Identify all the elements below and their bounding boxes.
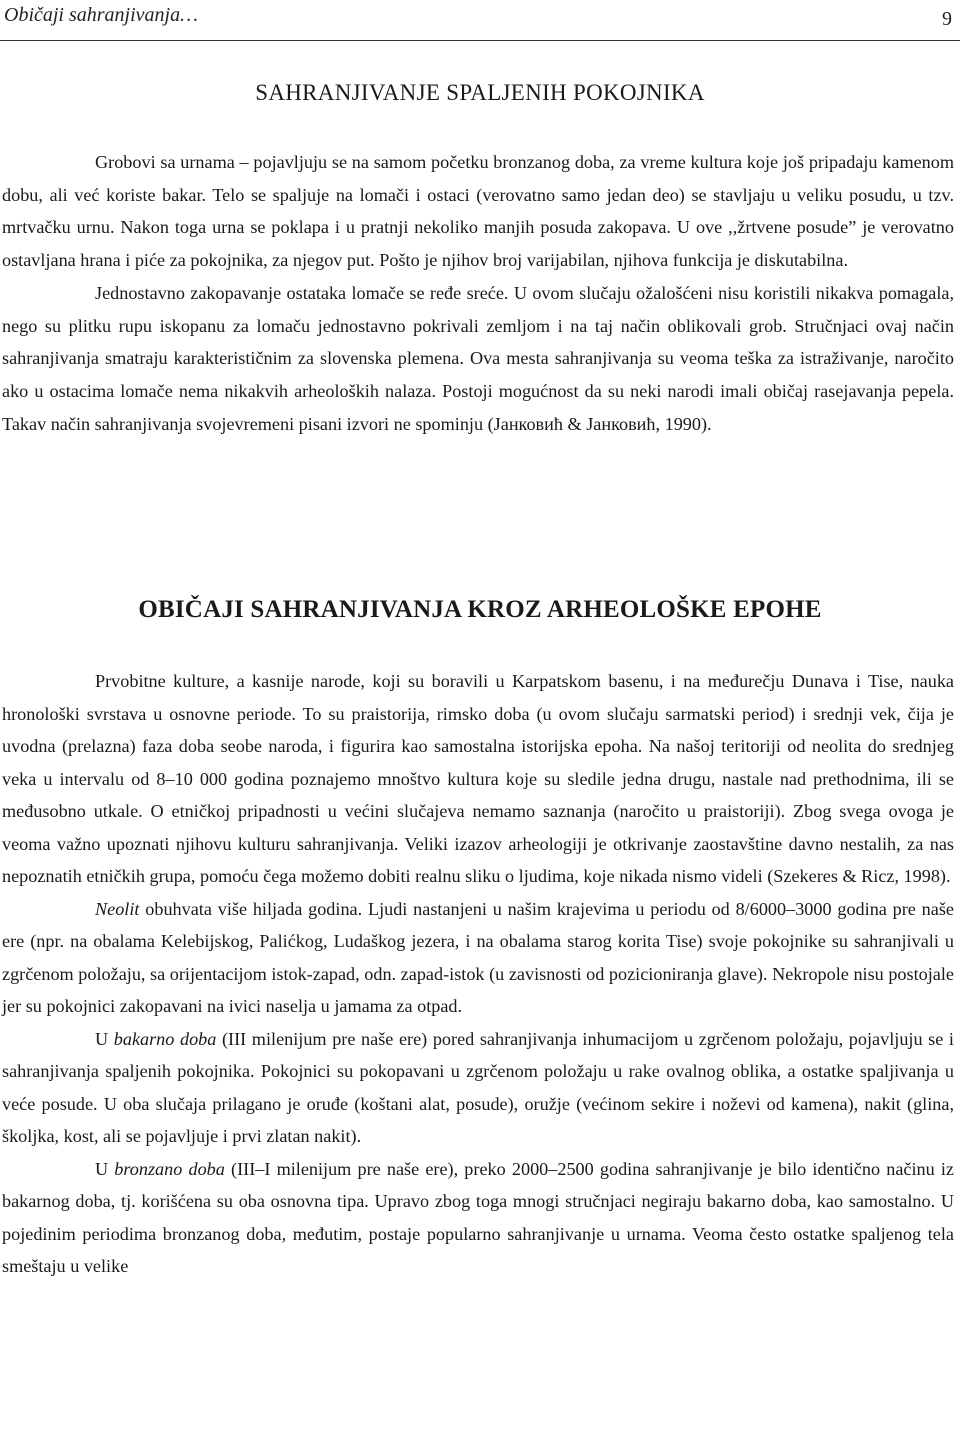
paragraph-text: obuhvata više hiljada godina. Ljudi nastanjeni u našim krajevima u periodu od 8/6000–3000 godina pre naše ere (npr. na obalama Kelebijskog, Palićkog, Ludaškog jezera, i na obalama starog korita Tise) svoje pokojnike su sahranjivali u zgrčenom položaju, sa orijentacijom istok-zapad, odn. zapad-istok (u zavisnosti od pozicioniranja glave). Nekropole nisu postojale jer su pokojnici zakopavani na ivici naselja u jamama za otpad.	[2, 898, 954, 1016]
paragraph-text: (III milenijum pre naše ere) pored sahranjivanja inhumacijom u zgrčenom položaju, pojavljuju se i sahranjivanja spaljenih pokojnika. Pokojnici su pokopavani u zgrčenom položaju u rake ovalnog oblika, a ostatke spaljivanja u veće posude. U oba slučaja prilagano je oruđe (koštani alat, posude), oružje (većinom sekire i noževi od kamena), nakit (glina, školjka, kost, ali se pojavljuje i prvi zlatan nakit).	[2, 1028, 954, 1146]
page-number: 9	[942, 8, 952, 30]
term-neolit: Neolit	[95, 898, 140, 919]
paragraph: Grobovi sa urnama – pojavljuju se na samom početku bronzanog doba, za vreme kultura koje još pripadaju kamenom dobu, ali već koriste bakar. Telo se spaljuje na lomači i ostaci (verovatno samo jedan deo) se stavljaju u veliku posudu, u tzv. mrtvačku urnu. Nakon toga urna se poklapa i u pratnji nekoliko manjih posuda zakopava. U ove ,,žrtvene posude” je verovatno ostavljana hrana i piće za pokojnika, za njegov put. Pošto je njihov broj varijabilan, njihova funkcija je diskutabilna.	[2, 152, 954, 271]
paragraph: Prvobitne kulture, a kasnije narode, koji su boravili u Karpatskom basenu, i na međurečju Dunava i Tise, nauka hronološki svrstava u osnovne periode. To su praistorija, rimsko doba (u ovom slučaju sarmatski period) i srednji vek, čija je uvodna (prelazna) faza doba seobe naroda, i figurira kao samostalna istorijska epoha. Na našoj teritoriji od neolita do srednjeg veka u intervalu od 8–10 000 godina poznajemo mnoštvo kultura koje su sledile jedna drugu, nastale nad prethodnima, ili se međusobno utkale. O etničkoj pripadnosti u većini slučajeva nemamo saznanja (naročito u praistoriji). Zbog svega ovoga je veoma važno upoznati njihovu kulturu sahranjivanja. Veliki izazov arheologiji je otkrivanje zaostavštine davno nestalih, za nas nepoznatih etničkih grupa, pomoću čega možemo dobiti realnu sliku o ljudima, koje nikada nismo videli (Szekeres & Ricz, 1998).	[2, 671, 954, 886]
running-title: Običaji sahranjivanja…	[4, 4, 198, 26]
paragraph	[2, 893, 954, 1023]
paragraph-text: (III–I milenijum pre naše ere), preko 2000–2500 godina sahranjivanje je bilo identično načinu iz bakarnog doba, tj. korišćena su oba osnovna tipa. Upravo zbog toga mnogi stručnjaci negiraju bakarno doba, kao samostalno. U pojedinim periodima bronzanog doba, međutim, postaje popularno sahranjivanje u urnama. Veoma često ostatke spaljenog tela smeštaju u velike	[2, 1158, 954, 1276]
paragraph	[2, 1153, 954, 1283]
section-heading-cremation: SAHRANJIVANJE SPALJENIH POKOJNIKA	[255, 80, 705, 105]
paragraph: Jednostavno zakopavanje ostataka lomače se ređe sreće. U ovom slučaju ožalošćeni nisu koristili nikakva pomagala, nego su plitku rupu iskopanu za lomaču jednostavno pokrivali zemljom i na taj način oblikovali grob. Stručnjaci ovaj način sahranjivanja smatraju karakterističnim za slovenska plemena. Ova mesta sahranjivanja su veoma teška za istraživanje, naročito ako u ostacima lomače nema nikakvih arheoloških nalaza. Postoji mogućnost da su neki narodi imali običaj rasejavanja pepela. Takav način sahranjivanja svojevremeni pisani izvori ne spominju (Јанковић & Јанковић, 1990).	[2, 282, 954, 434]
paragraph-lead: U	[95, 1028, 114, 1049]
term-bakarno-doba: bakarno doba	[113, 1028, 217, 1049]
running-header	[0, 0, 960, 41]
section-heading-epochs: OBIČAJI SAHRANJIVANJA KROZ ARHEOLOŠKE EPOHE	[138, 596, 822, 623]
section-body-epochs	[2, 665, 954, 1283]
paragraph	[2, 1023, 954, 1153]
paragraph-lead: U	[95, 1158, 115, 1179]
term-bronzano-doba: bronzano doba	[114, 1158, 225, 1179]
section-body-cremation	[2, 146, 954, 440]
